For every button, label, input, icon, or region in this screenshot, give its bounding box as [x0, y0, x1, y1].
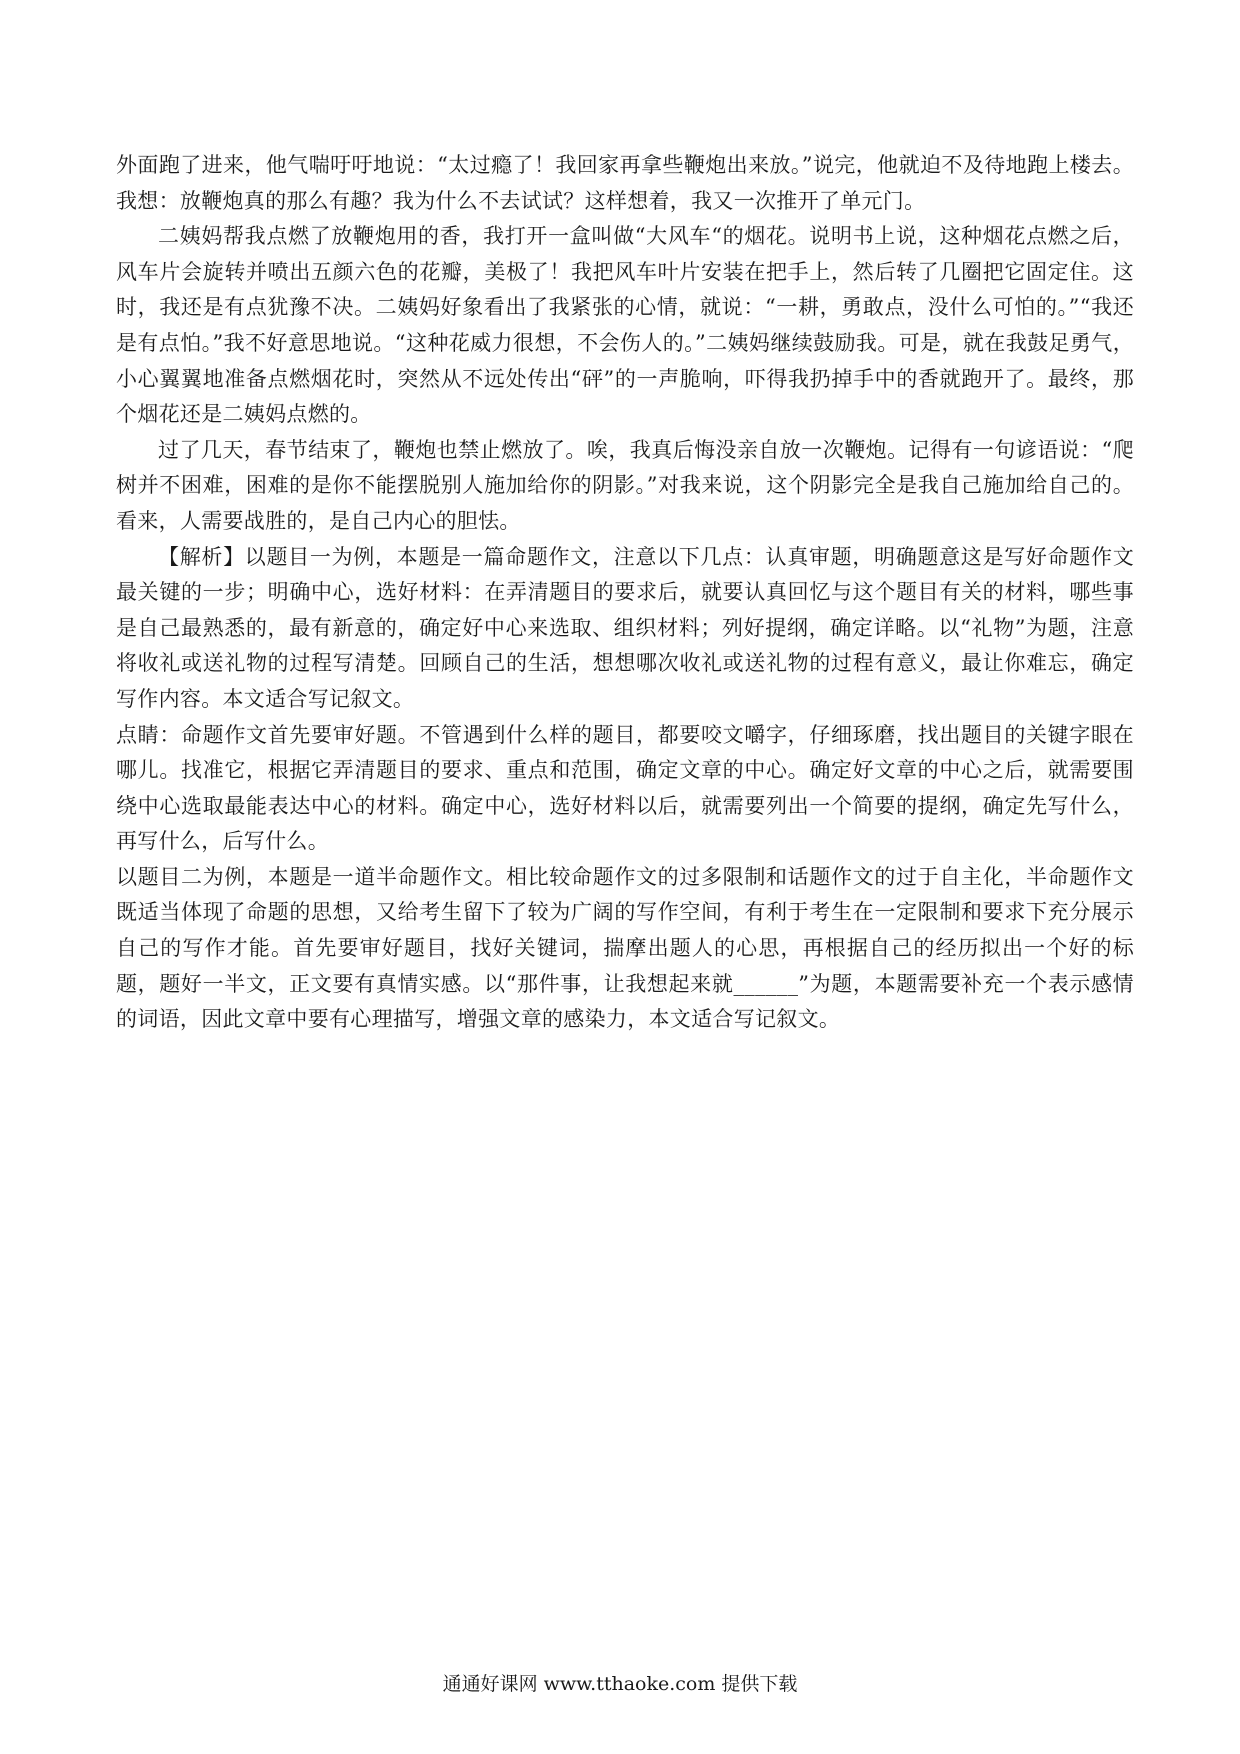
document-body — [116, 148, 1134, 1038]
story-paragraph-1: 外面跑了进来，他气喘吁吁地说：“太过瘾了！我回家再拿些鞭炮出来放。”说完，他就迫不及待地跑上楼去。我想：放鞭炮真的那么有趣？我为什么不去试试？这样想着，我又一次推开了单元门。 — [116, 153, 1134, 213]
page-footer: 通通好课网 www.tthaoke.com 提供下载 — [442, 1673, 798, 1695]
tips-paragraph: 点睛：命题作文首先要审好题。不管遇到什么样的题目，都要咬文嚼字，仔细琢磨，找出题目的关键字眼在哪儿。找准它，根据它弄清题目的要求、重点和范围，确定文章的中心。确定好文章的中心之后，就需要围绕中心选取最能表达中心的材料。确定中心，选好材料以后，就需要列出一个简要的提纲，确定先写什么，再写什么，后写什么。 — [116, 722, 1134, 854]
topic-two-paragraph: 以题目二为例，本题是一道半命题作文。相比较命题作文的过多限制和话题作文的过于自主化，半命题作文既适当体现了命题的思想，又给考生留下了较为广阔的写作空间，有利于考生在一定限制和要求下充分展示自己的写作才能。首先要审好题目，找好关键词，揣摩出题人的心思，再根据自己的经历拟出一个好的标题，题好一半文，正文要有真情实感。以“那件事，让我想起来就______”为题，本题需要补充一个表示感情的词语，因此文章中要有心理描写，增强文章的感染力，本文适合写记叙文。 — [116, 864, 1134, 1032]
story-paragraph-3: 过了几天，春节结束了，鞭炮也禁止燃放了。唉，我真后悔没亲自放一次鞭炮。记得有一句谚语说：“爬树并不困难，困难的是你不能摆脱别人施加给你的阴影。”对我来说，这个阴影完全是我自己施加给自己的。看来，人需要战胜的，是自己内心的胆怯。 — [116, 437, 1134, 533]
story-paragraph-2: 二姨妈帮我点燃了放鞭炮用的香，我打开一盒叫做“大风车“的烟花。说明书上说，这种烟花点燃之后，风车片会旋转并喷出五颜六色的花瓣，美极了！我把风车叶片安装在把手上，然后转了几圈把它固定住。这时，我还是有点犹豫不决。二姨妈好象看出了我紧张的心情，就说：“一耕，勇敢点，没什么可怕的。”“我还是有点怕。”我不好意思地说。“这种花威力很想，不会伤人的。”二姨妈继续鼓励我。可是，就在我鼓足勇气，小心翼翼地准备点燃烟花时，突然从不远处传出“砰”的一声脆响，吓得我扔掉手中的香就跑开了。最终，那个烟花还是二姨妈点燃的。 — [116, 224, 1134, 427]
analysis-paragraph: 【解析】以题目一为例，本题是一篇命题作文，注意以下几点：认真审题，明确题意这是写好命题作文最关键的一步；明确中心，选好材料：在弄清题目的要求后，就要认真回忆与这个题目有关的材料，哪些事是自己最熟悉的，最有新意的，确定好中心来选取、组织材料；列好提纲，确定详略。以“礼物”为题，注意将收礼或送礼物的过程写清楚。回顾自己的生活，想想哪次收礼或送礼物的过程有意义，最让你难忘，确定写作内容。本文适合写记叙文。 — [116, 544, 1134, 711]
